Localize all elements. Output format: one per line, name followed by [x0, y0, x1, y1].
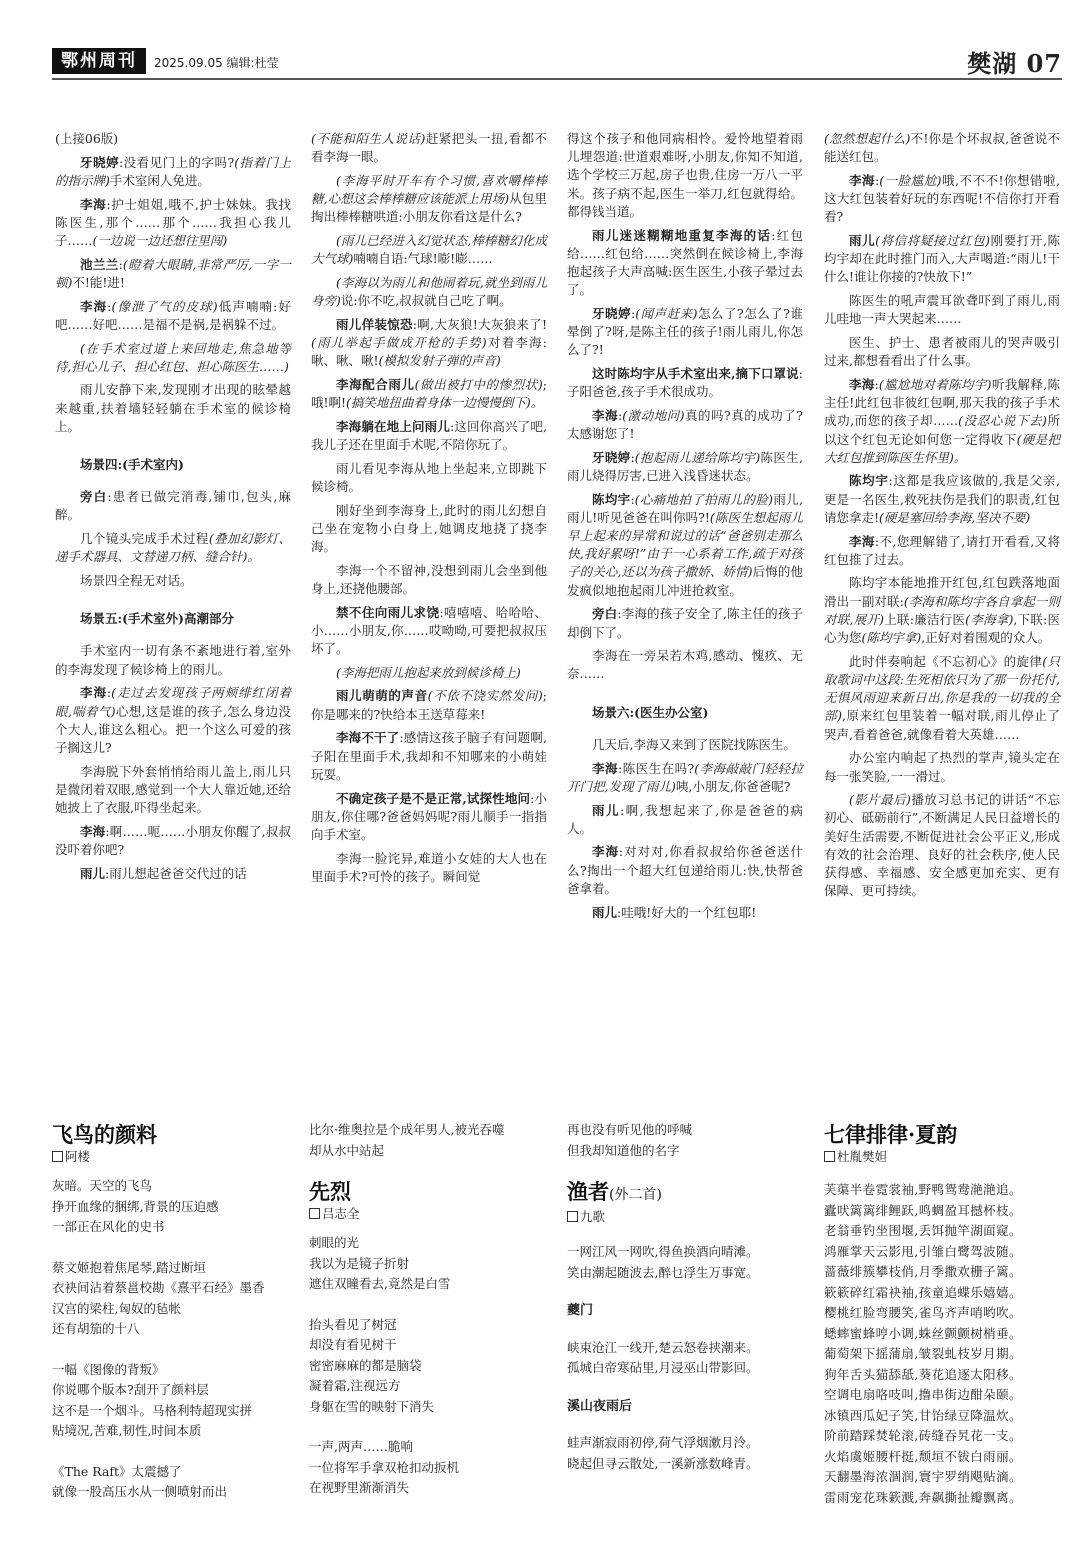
poem-title — [567, 1179, 803, 1208]
stage-direction: (陈均宇拿) — [861, 630, 922, 646]
line: :护士姐姐,哦不,护士妹妹。我找陈医生,那个……那个……我担心我儿子…… — [55, 196, 291, 249]
issue-date-editor: 2025.09.05 编辑:杜莹 — [154, 56, 279, 70]
text: 李海脱下外套悄悄给雨儿盖上,雨儿只是微闭着双眼,感觉到一个大人靠近她,还给她披上了衣服,吓得坐起来。 — [55, 763, 291, 816]
text: 刚好坐到李海身上,此时的雨儿幻想自己坐在宠物小白身上,她调皮地挠了挠李海。 — [311, 502, 547, 555]
line: : — [631, 305, 636, 321]
poem-line: 贴境况,苦难,韧性,时间本质 — [52, 1423, 202, 1438]
script-paragraph — [311, 604, 547, 659]
stage-direction: (雨儿已经进入幻觉状态,棒棒糖幻化成大气球) — [311, 233, 547, 267]
poem-line: 凝着霜,注视远方 — [309, 1378, 401, 1393]
line: :患者已做完消毒,铺巾,包头,麻醉。 — [55, 489, 291, 523]
poem-line: 老翁垂钓坐围堰,丢饵抛竿湖面窥。 — [824, 1223, 1022, 1238]
stage-direction: (雨儿举起手做成开枪的手势) — [311, 335, 487, 351]
poem-line: 晓起但寻云散处,一溪新涨数峰青。 — [567, 1455, 759, 1471]
stage-direction: (像泄了气的皮球) — [111, 298, 218, 314]
line: :李海的孩子安全了,陈主任的孩子却倒下了。 — [567, 606, 803, 640]
speaker: 不确定孩子是不是正常,试探性地问 — [336, 790, 531, 806]
script-paragraph — [567, 305, 803, 360]
poem-line: 《The Raft》太震撼了 — [52, 1463, 182, 1479]
script-paragraph — [567, 491, 803, 600]
line: 雨儿,雨儿!听见爸爸在叫你吗?! — [567, 491, 803, 525]
line: ,下联:医心为您 — [824, 611, 1060, 646]
line: :这回你高兴了吧,我儿子还在里面手术呢,不陪你玩了。 — [311, 418, 547, 453]
speaker: 李海 — [592, 407, 619, 423]
text: 得这个孩子和他同病相怜。爱怜地望着雨儿埋怨道:世道艰难呀,小朋友,你知不知道,选个学校三万起,房子也贵,住房一万八一平米。孩子病不起,医生一举刀,红包就得给。都得钱当道。 — [567, 131, 803, 219]
line: 从包里掏出棒棒糖哄道:小朋友你看这是什么? — [311, 191, 547, 225]
speaker: 雨儿 — [849, 233, 876, 249]
speaker: 旁白 — [80, 489, 108, 505]
poem-line: 樱桃红脸弯腰笑,雀鸟齐声哨哟吹。 — [824, 1305, 1022, 1320]
poem-line: 刺眼的光 — [309, 1235, 360, 1250]
poem-line: 空调电扇咯吱叫,撸串街边酣朵颐。 — [824, 1387, 1022, 1402]
script-paragraph — [824, 749, 1060, 785]
speaker: 李海 — [80, 196, 107, 212]
line: :这都是我应该做的,我是父亲,更是一名医生,救死扶伤是我们的职责,红包请您拿走! — [824, 473, 1060, 525]
poem-title: 先烈 — [309, 1179, 351, 1204]
poem-line: 芙蕖半卷霓裳袖,野鸭鸳鸯滟滟追。 — [824, 1182, 1022, 1197]
line: 说:你不吃,叔叔就自己吃了啊。 — [340, 293, 512, 309]
script-paragraph — [311, 687, 547, 723]
poem-author-name: 杜胤樊妲 — [837, 1149, 888, 1164]
stage-direction: (做出被打中的惨烈状) — [414, 376, 543, 392]
script-paragraph — [311, 729, 547, 784]
script-paragraph — [567, 605, 803, 641]
script-paragraph — [311, 376, 547, 412]
poem-column-4 — [824, 1120, 1060, 1508]
poem-line: 一网江风一网吹,得鱼换酒向晴滩。 — [567, 1244, 759, 1259]
speaker: 雨儿 — [80, 865, 106, 881]
line: 陈医生,雨儿烧得厉害,已进入浅昏迷状态。 — [567, 449, 803, 483]
script-paragraph — [55, 154, 291, 190]
script-paragraph — [311, 130, 547, 166]
line: 对着李海:啾、啾、啾! — [311, 335, 547, 369]
script-column-3 — [567, 130, 803, 927]
poem-author-name: 吕志全 — [322, 1206, 360, 1221]
poem-line: 一部正在风化的史书 — [52, 1219, 165, 1234]
poem-line: 这不是一个烟斗。马格利特超现实拼 — [52, 1402, 253, 1418]
poem-line: 你说哪个版本?刮开了颜料层 — [52, 1382, 209, 1397]
text: 场景四全程无对话。 — [80, 573, 193, 589]
poem-line: 雷雨宠花珠簌溅,奔飙撕扯瓣飘离。 — [824, 1489, 1022, 1505]
poem-body — [52, 1176, 288, 1503]
text: 此时伴奏响起《不忘初心》的旋律 — [849, 653, 1043, 669]
poem-line: 簌簌碎红霜袂袖,孩童追蝶乐嬉嬉。 — [824, 1284, 1022, 1300]
text: 雨儿看见李海从地上坐起来,立即跳下候诊椅。 — [311, 460, 547, 494]
poem-column-3 — [567, 1120, 803, 1474]
speaker: 陈均宇 — [849, 473, 889, 489]
poem-line: 峡束沧江一线开,楚云怒卷挟潮来。 — [567, 1339, 759, 1355]
poem-line: 密密麻麻的都是脑袋 — [309, 1357, 422, 1373]
stanza-gap — [309, 1295, 545, 1315]
author-box-icon — [824, 1151, 835, 1162]
stage-direction: (模拟发射子弹的声音) — [378, 353, 501, 369]
line: :对对对,你看叔叔给你爸爸送什么?掏出一个超大红包递给雨儿:快,快帮爸爸拿着。 — [567, 844, 803, 896]
script-paragraph — [311, 316, 547, 371]
poem-line: 一位将军手拿双枪扣动扳机 — [309, 1459, 460, 1475]
stage-direction: (硬是把大红包推到陈医生怀里)。 — [824, 431, 1060, 465]
script-paragraph — [567, 904, 803, 922]
script-paragraph — [824, 232, 1060, 287]
script-paragraph — [311, 460, 547, 496]
speaker: 这时陈均宇从手术室出来,摘下口罩说 — [592, 365, 799, 381]
line: 刚要打开,陈均宇却在此时推门而入,大声喝道:“雨儿!干什么!谁让你接的?快放下!” — [824, 233, 1060, 285]
poem-author — [52, 1148, 288, 1166]
poem-line: 挣开血缘的捆绑,背景的压迫感 — [52, 1198, 219, 1214]
line: :小朋友,你住哪?爸爸妈妈呢?雨儿顺手一指指向手术室。 — [311, 790, 547, 842]
poem-line: 衣袂间沾着蔡邕校勘《熹平石经》墨香 — [52, 1280, 265, 1295]
line: ;你是哪来的?快给本王送草莓来! — [311, 688, 547, 722]
script-paragraph — [311, 172, 547, 227]
script-paragraph — [55, 865, 291, 883]
script-paragraph — [311, 790, 547, 845]
line: :嘻嘻嘻、哈哈哈、小……小朋友,你……哎呦呦,可要把叔叔压坏了。 — [311, 604, 547, 657]
poem-line: 抬头看见了树冠 — [309, 1316, 397, 1332]
line: : — [107, 298, 112, 314]
stage-direction: (没忍心说下去) — [958, 413, 1047, 429]
script-paragraph — [55, 763, 291, 818]
speaker: 李海 — [592, 844, 619, 860]
stage-direction: (只取歌词中这段:生死相依只为了那一份托付,无惧风雨迎来新日出,你是我的一切我的全部) — [824, 653, 1060, 724]
text: 李海在一旁呆若木鸡,感动、愧疚、无奈…… — [567, 648, 803, 682]
poem-column-2 — [309, 1120, 545, 1499]
scene-heading: 场景四:(手术室内) — [80, 457, 184, 473]
stage-direction: (李海拿) — [965, 611, 1014, 627]
script-column-2 — [311, 130, 547, 892]
script-paragraph — [311, 664, 547, 682]
script-paragraph — [311, 502, 547, 557]
poem-subtitle: 溪山夜雨后 — [567, 1398, 633, 1414]
line: 怎么了?怎么了?谁晕倒了?呀,是陈主任的孩子!雨儿雨儿,你怎么了?! — [567, 305, 803, 358]
text: 几个镜头完成手术过程 — [80, 531, 209, 547]
stage-direction: (忽然想起什么) — [824, 131, 911, 146]
poem-line: 蟋蟀蜜蜂哼小调,蛛丝颤颤树梢垂。 — [824, 1325, 1022, 1341]
speaker: 禁不住向雨儿求饶 — [336, 604, 440, 620]
speaker: 雨儿迷迷糊糊地重复李海的话 — [592, 227, 772, 243]
line: : — [618, 407, 623, 423]
line: : — [875, 172, 880, 188]
script-paragraph — [567, 802, 803, 838]
script-paragraph — [567, 227, 803, 300]
text: 陈均宇本能地推开红包,红包跌落地面滑出一副对联: — [824, 575, 1060, 609]
stage-direction: (尴尬地对着陈均宇) — [878, 376, 992, 392]
stanza-gap — [52, 1238, 288, 1258]
line: :不,您理解错了,请打开看看,又将红包推了过去。 — [824, 533, 1060, 567]
line: 心想,这是谁的孩子,怎么身边没个大人,谁这么粗心。把一个这么可爱的孩子搁这儿? — [55, 703, 291, 755]
line: :雨儿想起爸爸交代过的话 — [105, 865, 247, 881]
poem-line: 再也没有听见他的呼喊 — [567, 1122, 693, 1137]
speaker: 李海 — [592, 760, 618, 776]
poem-continuation — [309, 1120, 545, 1161]
poem-line: 一幅《图像的背叛》 — [52, 1361, 165, 1377]
text: 李海一脸诧异,难道小女娃的大人也在里面手术?可怜的孩子。瞬间觉 — [311, 850, 547, 884]
poem-line: 在视野里渐渐消失 — [309, 1480, 410, 1495]
script-paragraph — [567, 736, 803, 754]
stage-direction: (李海以为雨儿和他闹着玩,就坐到雨儿身旁) — [311, 274, 547, 309]
script-paragraph — [824, 334, 1060, 370]
stage-direction: (影片最后) — [849, 792, 911, 808]
masthead-logo: 鄂州周刊 — [52, 48, 146, 74]
speaker: 李海 — [849, 376, 875, 392]
line: 手术室闲人免进。 — [109, 172, 210, 188]
poem-line: 蛙声渐寂雨初停,荷气浮烟漱月泠。 — [567, 1435, 759, 1450]
line: 真的吗?真的成功了?太感谢您了! — [567, 407, 803, 442]
poem-column-1 — [52, 1120, 288, 1503]
speaker: 李海 — [849, 172, 876, 188]
stage-direction: (瞪着大眼睛,非常严厉,一字一顿) — [55, 256, 291, 290]
author-box-icon — [567, 1211, 578, 1222]
script-paragraph — [824, 376, 1060, 467]
line: 哦,不不不!你想错啦,这大红包装着好玩的东西呢!不信你打开看看? — [824, 172, 1060, 225]
stage-direction: (一脸尴尬) — [879, 172, 942, 188]
poem-line: 遮住双瞳看去,竟然是白雪 — [309, 1276, 451, 1291]
text: 李海一个不留神,没想到雨儿会坐到他身上,还挠他腰部。 — [311, 562, 547, 596]
poem-line: 蠹吠篱篱绯鲤跃,鸣蜩盈耳撼杯枝。 — [824, 1202, 1022, 1218]
script-paragraph — [55, 572, 291, 590]
line: 不!能!进! — [72, 274, 125, 290]
script-paragraph — [55, 684, 291, 757]
speaker: 李海 — [80, 685, 107, 701]
poem-line: 冰镇西瓜妃子笑,甘饴绿豆降温炊。 — [824, 1407, 1022, 1423]
line: :哇哦!好大的一个红包耶! — [617, 904, 757, 920]
script-paragraph — [55, 130, 291, 148]
script-paragraph — [567, 843, 803, 898]
stage-direction: (硬是塞回给李海,坚决不要) — [879, 509, 1031, 525]
text: 手术室内一切有条不紊地进行着,室外的李海发现了候诊椅上的雨儿。 — [55, 643, 291, 677]
page-header — [52, 44, 1062, 78]
stage-direction: (一边说一边还想往里闯) — [92, 233, 228, 249]
script-paragraph — [567, 647, 803, 683]
text: 陈医生的吼声震耳欲聋吓到了雨儿,雨儿哇地一声大哭起来…… — [824, 293, 1060, 327]
speaker: 池兰兰 — [80, 256, 119, 272]
line: :啊……呃……小朋友你醒了,叔叔没吓着你吧? — [55, 823, 291, 857]
poem-line: 却没有看见树干 — [309, 1337, 397, 1352]
script-paragraph — [567, 407, 803, 443]
speaker: 李海 — [849, 533, 875, 549]
poem-author — [309, 1205, 545, 1223]
script-paragraph — [311, 274, 547, 310]
stage-direction: (李海敲敲门轻轻拉开门把,发现了雨儿) — [567, 760, 803, 794]
poem-continuation — [567, 1120, 803, 1161]
speaker: 李海不干了 — [336, 730, 400, 746]
header-rule — [52, 78, 1062, 80]
stage-direction: (陈医生想起雨儿早上起来的异常和说过的话“爸爸别走那么快,我好累呀!”由于一心系着工作,疏于对孩子的关心,还以为孩子撒娇、娇情) — [567, 509, 803, 580]
text: 雨儿安静下来,发现刚才出现的眩晕越来越重,扶着墙轻轻躺在手术室的候诊椅上。 — [55, 382, 291, 434]
line: 咦,小朋友,你爸爸呢? — [675, 778, 791, 794]
line: 播放习总书记的讲话“不忘初心、砥砺前行”,不断满足人民日益增长的美好生活需要,不断促进社会公平正义,形成有效的社会治理、良好的社会秩序,使人民获得感、幸福感、安全感更加充实、更有保障、更可持续。 — [824, 792, 1060, 899]
poem-line: 葡萄架下摇蒲扇,皱裂虬枝岁月期。 — [824, 1346, 1022, 1361]
poem-line: 笑由潮起随波去,醉乜浮生万事宽。 — [567, 1264, 759, 1280]
stage-direction: (不依不饶实然发问) — [427, 688, 543, 704]
speaker: 牙晓婷 — [80, 154, 119, 170]
poem-line: 我以为是镜子折射 — [309, 1255, 410, 1271]
stage-direction: (不能和陌生人说话) — [311, 131, 426, 146]
script-paragraph — [55, 298, 291, 334]
stage-direction: (将信将疑接过红包) — [875, 233, 991, 249]
poem-line: 还有胡笳的十八 — [52, 1321, 140, 1336]
script-paragraph — [824, 172, 1060, 227]
stage-direction: (指着门上的指示牌) — [55, 154, 291, 188]
poem-line: 就像一股高压水从一侧喷射而出 — [52, 1484, 228, 1499]
poem-title-sub: (外二首) — [609, 1187, 662, 1203]
speaker: 李海配合雨儿 — [336, 376, 415, 392]
stage-direction: (在手术室过道上来回地走,焦急地等待,担心儿子、担心红包、担心陈医生……) — [55, 340, 291, 374]
stage-direction: (抱起雨儿递给陈均宇) — [634, 449, 761, 465]
line: 上联:廉洁行医 — [884, 611, 966, 627]
line: :没看见门上的字吗? — [118, 154, 235, 170]
poem-title: 七律排律·夏韵 — [824, 1122, 958, 1147]
speaker: 李海 — [80, 823, 106, 839]
line: 不!你是个坏叔叔,爸爸说不能送红包。 — [824, 131, 1060, 165]
text: 办公室内响起了热烈的掌声,镜头定在每一张笑脸,一一滑过。 — [824, 750, 1060, 784]
script-paragraph — [567, 365, 803, 401]
text: 几天后,李海又来到了医院找陈医生。 — [592, 736, 796, 752]
author-box-icon — [309, 1208, 320, 1219]
stage-direction: (搞笑地扭曲着身体一边慢慢倒下)。 — [346, 395, 544, 411]
line: 后悔的他发疯似地抱起雨儿冲进抢救室。 — [567, 564, 803, 598]
script-column-4 — [824, 130, 1060, 906]
stanza-gap — [309, 1417, 545, 1437]
poem-line: 蔡文姬抱着焦尾琴,踏过断垣 — [52, 1259, 206, 1275]
script-paragraph — [55, 196, 291, 251]
poem-author-name: 阿楼 — [65, 1149, 91, 1164]
line: 听我解释,陈主任!此红包非彼红包啊,那天我的孩子手术成功,而您的孩子却…… — [824, 376, 1060, 429]
stage-direction: (闻声赶来) — [635, 305, 698, 321]
stage-direction: (李海和陈均宇各自拿起一则对联,展开) — [824, 593, 1060, 627]
script-paragraph — [824, 653, 1060, 744]
poem-body — [567, 1338, 803, 1379]
text: (上接06版) — [55, 131, 119, 146]
line: : — [118, 256, 123, 272]
script-paragraph — [567, 449, 803, 485]
poem-line: 狗年舌头猫舔舐,葵花追逐太阳移。 — [824, 1366, 1022, 1382]
poem-subtitle: 夔门 — [567, 1303, 594, 1318]
line: 所以这个红包无论如何您一定得收下 — [824, 413, 1060, 447]
poem-line: 阶前踏踩焚轮滚,砖缝吞旯花一支。 — [824, 1428, 1022, 1443]
poem-line: 孤城白帝寒砧里,月浸巫山带影回。 — [567, 1360, 759, 1375]
script-paragraph — [55, 642, 291, 678]
stage-direction: (李海平时开车有个习惯,喜欢嚼棒棒糖,心想这会棒棒糖应该能派上用场) — [311, 172, 547, 207]
stage-direction: (叠加幻影灯、递手术器具、文替递刀柄、缝合针)。 — [55, 531, 291, 565]
poem-line: 汉宫的梁柱,匈奴的毡帐 — [52, 1300, 181, 1316]
line: : — [106, 685, 112, 701]
line: :陈医生在吗? — [617, 760, 695, 776]
script-paragraph — [55, 340, 291, 376]
speaker: 雨儿佯装惊恐 — [336, 316, 413, 332]
speaker: 李海 — [80, 298, 108, 314]
speaker: 雨儿萌萌的声音 — [336, 688, 428, 704]
speaker: 牙晓婷 — [592, 305, 632, 321]
line: ,正好对着围观的众人。 — [921, 630, 1051, 646]
stage-direction: (心痛地拍了拍雨儿的脸) — [634, 491, 774, 507]
speaker: 李海躺在地上问雨儿 — [336, 418, 450, 434]
script-paragraph — [824, 533, 1060, 569]
poem-title-main: 渔者 — [567, 1179, 609, 1204]
poem-body — [567, 1242, 803, 1283]
line: : — [630, 491, 635, 507]
poem-line: 蔷薇绯簇攀枝俏,月季撒欢栅子篱。 — [824, 1264, 1022, 1279]
script-paragraph — [824, 130, 1060, 166]
section-page-number: 樊湖 07 — [967, 49, 1062, 78]
script-column-1 — [55, 130, 291, 888]
line: 喃喃自语:气球!嘭!嘭…… — [353, 251, 493, 267]
speaker: 旁白 — [592, 606, 618, 622]
poem-body — [824, 1180, 1060, 1508]
line: ,原来红包里装着一幅对联,雨儿停止了哭声,看着爸爸,就像看着大英雄…… — [824, 708, 1060, 742]
stanza-gap — [52, 1442, 288, 1462]
script-paragraph — [55, 256, 291, 292]
script-paragraph — [55, 488, 291, 524]
scene-heading: 场景五:(手术室外)高潮部分 — [80, 611, 234, 627]
script-paragraph — [311, 562, 547, 598]
script-paragraph — [824, 472, 1060, 527]
line: : — [874, 376, 879, 392]
script-paragraph — [55, 823, 291, 859]
text: 医生、护士、患者被雨儿的哭声吸引过来,都想看看出了什么事。 — [824, 335, 1060, 369]
poem-line: 身躯在雪的映射下消失 — [309, 1398, 435, 1414]
speaker: 雨儿 — [592, 802, 620, 818]
script-paragraph — [824, 292, 1060, 328]
speaker: 陈均宇 — [592, 491, 631, 507]
poem-line: 但我却知道他的名字 — [567, 1142, 680, 1158]
script-paragraph — [311, 850, 547, 886]
script-paragraph — [55, 381, 291, 436]
scene-heading: 场景六:(医生办公室) — [592, 704, 709, 720]
line: : — [630, 449, 635, 465]
poem-line: 比尔·维奥拉是个成年男人,被光吞噬 — [309, 1122, 505, 1137]
stage-direction: (李海把雨儿抱起来放到候诊椅上) — [336, 664, 521, 680]
poem-author-name: 九歌 — [580, 1209, 606, 1224]
script-paragraph — [567, 760, 803, 796]
poem-body — [309, 1233, 545, 1499]
poem-line: 天翻墨海浓涸润,寰宇罗绡飓贴滴。 — [824, 1469, 1022, 1484]
poem-line: 鸿雁掌天云影甩,引雏白鹭驾波随。 — [824, 1243, 1022, 1259]
speaker: 雨儿 — [592, 904, 618, 920]
line: :啊,我想起来了,你是爸爸的病人。 — [567, 802, 803, 836]
script-paragraph — [311, 418, 547, 454]
line: :子阳爸爸,孩子手术很成功。 — [567, 365, 803, 400]
line: 低声喃喃:好吧……好吧……是福不是祸,是祸躲不过。 — [55, 298, 291, 332]
poem-line: 却从水中站起 — [309, 1142, 385, 1158]
script-paragraph — [55, 530, 291, 566]
line: 赶紧把头一扭,看都不看李海一眼。 — [311, 131, 547, 165]
line: :啊,大灰狼!大灰狼来了! — [412, 316, 547, 332]
poem-line: 灰暗。天空的飞鸟 — [52, 1178, 153, 1193]
stanza-gap — [52, 1340, 288, 1360]
script-paragraph — [824, 574, 1060, 647]
poem-body — [567, 1433, 803, 1474]
script-paragraph — [824, 791, 1060, 900]
line: :红包给……红包给……突然倒在候诊椅上,李海抱起孩子大声高喊:医生医生,小孩子晕过去了。 — [567, 227, 803, 298]
poem-author — [567, 1208, 803, 1226]
speaker: 牙晓婷 — [592, 449, 631, 465]
poem-title: 飞鸟的颜料 — [52, 1122, 157, 1147]
author-box-icon — [52, 1151, 63, 1162]
script-paragraph — [567, 130, 803, 221]
line: ;哦!啊! — [311, 376, 547, 411]
poem-line: 火焰虞姬腰杆挺,颓垣不钹白雨丽。 — [824, 1448, 1022, 1464]
line: :感情这孩子脑子有问题啊,子阳在里面手术,我却和不知哪来的小萌娃玩耍。 — [311, 730, 547, 782]
poem-line: 一声,两声……脆响 — [309, 1439, 413, 1454]
poem-author — [824, 1148, 1060, 1166]
stage-direction: (激动地问) — [622, 407, 685, 423]
script-paragraph — [311, 232, 547, 268]
stage-direction: (走过去发现孩子两颊绯红闭着眼,喘着气) — [55, 685, 291, 719]
